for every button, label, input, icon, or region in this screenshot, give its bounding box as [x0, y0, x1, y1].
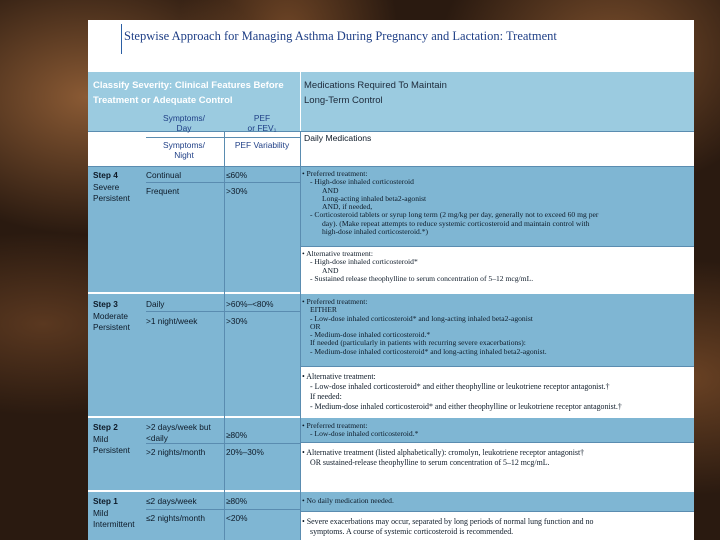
step3-night: >1 night/week [146, 316, 198, 326]
step2-label: Step 2 [93, 422, 118, 432]
step2-pef: ≥80% [226, 430, 248, 440]
step4-alternative: • Alternative treatment: - High-dose inhaled corticosteroid* AND - Sustained release theophylline to serum concentration of 5–12 mcg/mL. [302, 249, 534, 283]
step2-variability: 20%–30% [226, 447, 264, 457]
step4-night: Frequent [146, 186, 180, 196]
step3-name: Moderate Persistent [93, 311, 130, 332]
step2-day: >2 days/week but <daily [146, 422, 211, 443]
step2-alternative: • Alternative treatment (listed alphabetically): cromolyn, leukotriene receptor antagonist† OR sustained-release theophylline to serum concentration of 5–12 mcg/mL. [302, 448, 585, 467]
col-daily-medications: Daily Medications [304, 133, 372, 143]
step2-night: >2 nights/month [146, 447, 206, 457]
step1-pef: ≥80% [226, 496, 248, 506]
classify-header-line1: Classify Severity: Clinical Features Before [93, 80, 284, 91]
step3-alternative: • Alternative treatment: - Low-dose inhaled corticosteroid* and either theophylline or leukotriene receptor antagonist.† If needed: - Medium-dose inhaled corticosteroid* and either theophylline or leukotriene receptor antagonist.† [302, 372, 622, 411]
page-title: Stepwise Approach for Managing Asthma During Pregnancy and Lactation: Treatment [124, 29, 557, 43]
step3-preferred: • Preferred treatment: EITHER - Low-dose inhaled corticosteroid* and long-acting inhaled beta2-agonist OR - Medium-dose inhaled corticosteroid.* If needed (particularly in patients with recurring severe exacerbations): - Medium-dose inhaled corticosteroid* and long-acting inhaled beta2-agonist. [302, 297, 547, 356]
step2-preferred: • Preferred treatment: - Low-dose inhaled corticosteroid.* [302, 421, 419, 439]
meds-header-line2: Long-Term Control [304, 95, 383, 106]
title-bar [88, 20, 694, 56]
step1-label: Step 1 [93, 496, 118, 506]
step3-variability: >30% [226, 316, 248, 326]
step3-pef: >60%–<80% [226, 299, 274, 309]
step1-alternative: • Severe exacerbations may occur, separated by long periods of normal lung function and no symptoms. A course of systemic corticosteroid is recommended. [302, 517, 594, 536]
step3-day: Daily [146, 299, 165, 309]
step4-day: Continual [146, 170, 182, 180]
col-symptoms-night: Symptoms/ Night [163, 140, 205, 160]
classify-header-line2: Treatment or Adequate Control [93, 95, 233, 106]
step4-preferred: • Preferred treatment: - High-dose inhaled corticosteroid AND Long-acting inhaled beta2-agonist AND, if needed, - Corticosteroid tablets or syrup long term (2 mg/kg per day, generally not to exceed 60 mg per day). (Make repeat attempts to reduce systemic corticosteroid and maintain control with high-dose inhaled corticosteroid.*) [302, 169, 599, 237]
step4-variability: >30% [226, 186, 248, 196]
step1-night: ≤2 nights/month [146, 513, 205, 523]
step4-pef: ≤60% [226, 170, 248, 180]
col-pef-variability: PEF Variability [234, 140, 290, 150]
meds-header-line1: Medications Required To Maintain [304, 80, 447, 91]
step1-variability: <20% [226, 513, 248, 523]
step3-label: Step 3 [93, 299, 118, 309]
col-pef: PEF or FEV₁ [247, 113, 277, 133]
slide [88, 20, 694, 540]
step1-day: ≤2 days/week [146, 496, 197, 506]
step1-name: Mild Intermittent [93, 508, 135, 529]
step2-name: Mild Persistent [93, 434, 130, 455]
step4-name: Severe Persistent [93, 182, 130, 203]
step4-label: Step 4 [93, 170, 118, 180]
step1-preferred: • No daily medication needed. [302, 496, 394, 505]
title-rule [121, 24, 122, 54]
col-symptoms-day: Symptoms/ Day [163, 113, 205, 133]
